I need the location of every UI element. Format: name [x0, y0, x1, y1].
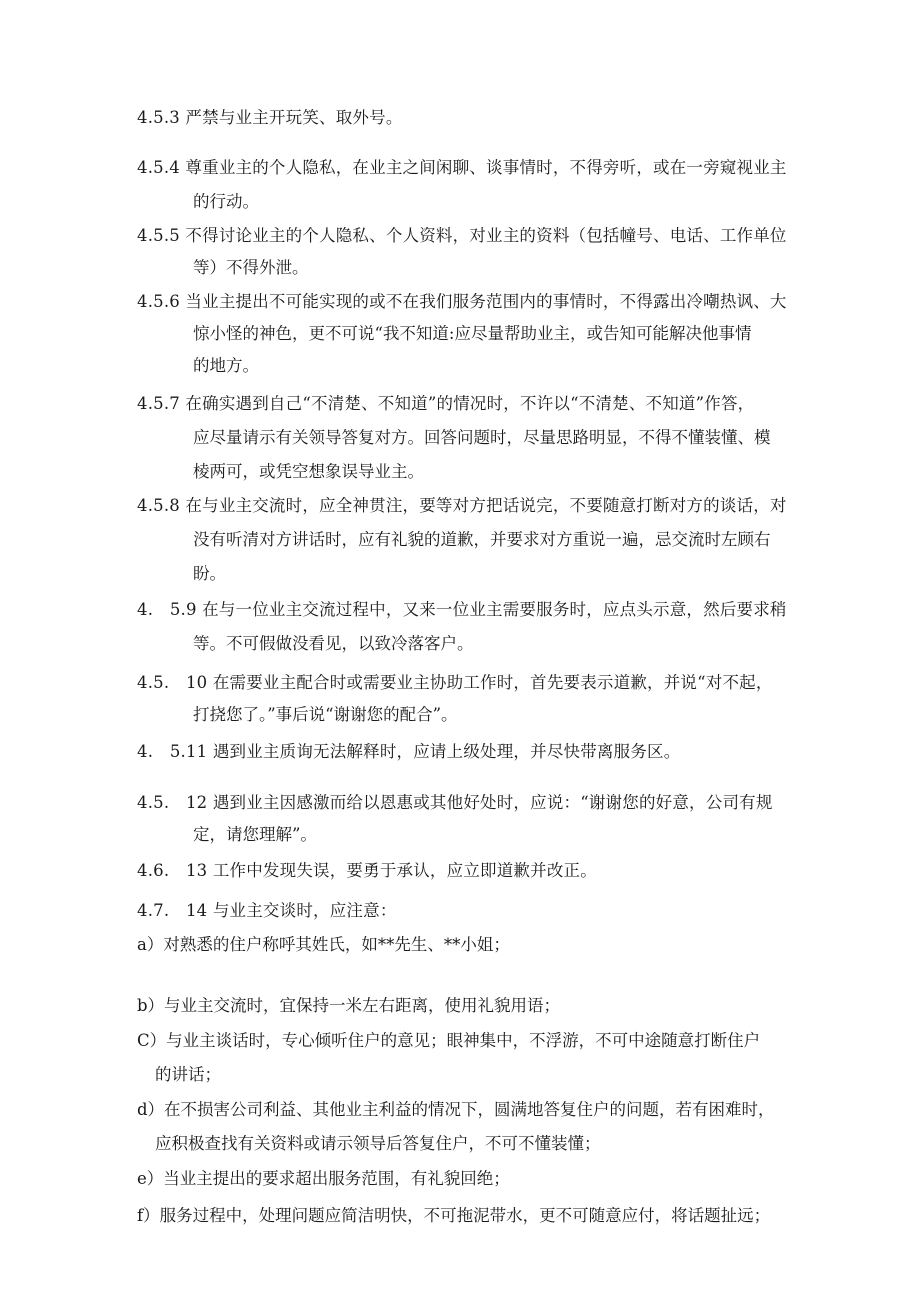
clause-line: 4. 5.9 在与一位业主交流过程中，又来一位业主需要服务时，应点头示意，然后要求稍	[137, 600, 787, 619]
clause-line: 没有听清对方讲话时，应有礼貌的道歉，并要求对方重说一遍，忌交流时左顾右	[193, 530, 771, 549]
list-line: C）与业主谈话时，专心倾听住户的意见；眼神集中，不浮游，不可中途随意打断住户	[137, 1031, 761, 1050]
clause-line: 4.6. 13 工作中发现失误，要勇于承认，应立即道歉并改正。	[137, 861, 597, 880]
clause-line: 等）不得外泄。	[193, 258, 309, 277]
clause-line: 4. 5.11 遇到业主质询无法解释时，应请上级处理，并尽快带离服务区。	[137, 742, 681, 761]
clause-line: 棱两可，或凭空想象误导业主。	[193, 462, 424, 481]
clause-line: 4.5.4 尊重业主的个人隐私，在业主之间闲聊、谈事情时，不得旁听，或在一旁窥视业主	[137, 158, 787, 177]
clause-4-5-5	[137, 224, 797, 280]
clause-4-5-3	[137, 106, 797, 130]
clause-line: 的行动。	[193, 192, 259, 211]
list-item-f	[137, 1204, 797, 1228]
list-line: d）在不损害公司利益、其他业主利益的情况下，圆满地答复住户的问题，若有困难时，	[137, 1100, 775, 1119]
list-line: f）服务过程中，处理问题应简洁明快，不可拖泥带水，更不可随意应付，将话题扯远；	[137, 1206, 771, 1225]
list-item-b	[137, 994, 797, 1018]
clause-line: 4.5.5 不得讨论业主的个人隐私、个人资料，对业主的资料（包括幢号、电话、工作单位	[137, 226, 787, 245]
list-item-d	[137, 1098, 797, 1156]
clause-line: 等。不可假做没看见，以致冷落客户。	[193, 634, 474, 653]
clause-line: 4.5.3 严禁与业主开玩笑、取外号。	[137, 108, 403, 127]
clause-line: 盼。	[193, 564, 226, 583]
clause-4-5-10	[137, 671, 797, 727]
list-line: b）与业主交流时，宜保持一米左右距离，使用礼貌用语；	[137, 996, 561, 1015]
clause-line: 惊小怪的神色，更不可说“我不知道:应尽量帮助业主，或告知可能解决他事情	[193, 324, 752, 343]
clause-line: 4.5. 10 在需要业主配合时或需要业主协助工作时，首先要表示道歉，并说“对不起，	[137, 673, 773, 692]
clause-4-5-4	[137, 156, 797, 214]
clause-4-5-6	[137, 290, 797, 378]
clause-4-5-8	[137, 494, 797, 586]
list-line: e）当业主提出的要求超出服务范围，有礼貌回绝；	[137, 1169, 510, 1188]
clause-line: 4.5.7 在确实遇到自己“不清楚、不知道”的情况时，不许以“不清楚、不知道”作答，	[137, 394, 755, 413]
clause-line: 定，请您理解”。	[193, 825, 317, 844]
clause-4-7-14	[137, 899, 797, 923]
clause-line: 的地方。	[193, 356, 259, 375]
clause-4-6-13	[137, 859, 797, 883]
clause-line: 应尽量请示有关领导答复对方。回答问题时，尽量思路明显，不得不懂装懂、模	[193, 428, 771, 447]
clause-line: 4.7. 14 与业主交谈时，应注意：	[137, 901, 397, 920]
list-item-c	[137, 1029, 797, 1087]
clause-4-5-9	[137, 598, 797, 656]
clause-line: 4.5.6 当业主提出不可能实现的或不在我们服务范围内的事情时，不得露出冷嘲热讽、大	[137, 292, 787, 311]
clause-line: 打挠您了。”事后说“谢谢您的配合”。	[193, 705, 458, 724]
clause-4-5-11	[137, 740, 797, 764]
list-line: 的讲话；	[155, 1065, 221, 1084]
list-item-e	[137, 1167, 797, 1191]
clause-line: 4.5. 12 遇到业主因感激而给以恩惠或其他好处时，应说：“谢谢您的好意，公司有规	[137, 793, 773, 812]
list-line: 应积极查找有关资料或请示领导后答复住户，不可不懂装懂；	[155, 1134, 601, 1153]
clause-line: 4.5.8 在与业主交流时，应全神贯注，要等对方把话说完，不要随意打断对方的谈话，对	[137, 496, 787, 515]
list-item-a	[137, 933, 797, 957]
list-line: a）对熟悉的住户称呼其姓氏，如**先生、**小姐；	[137, 935, 510, 954]
clause-4-5-7	[137, 392, 797, 484]
clause-4-5-12	[137, 791, 797, 847]
